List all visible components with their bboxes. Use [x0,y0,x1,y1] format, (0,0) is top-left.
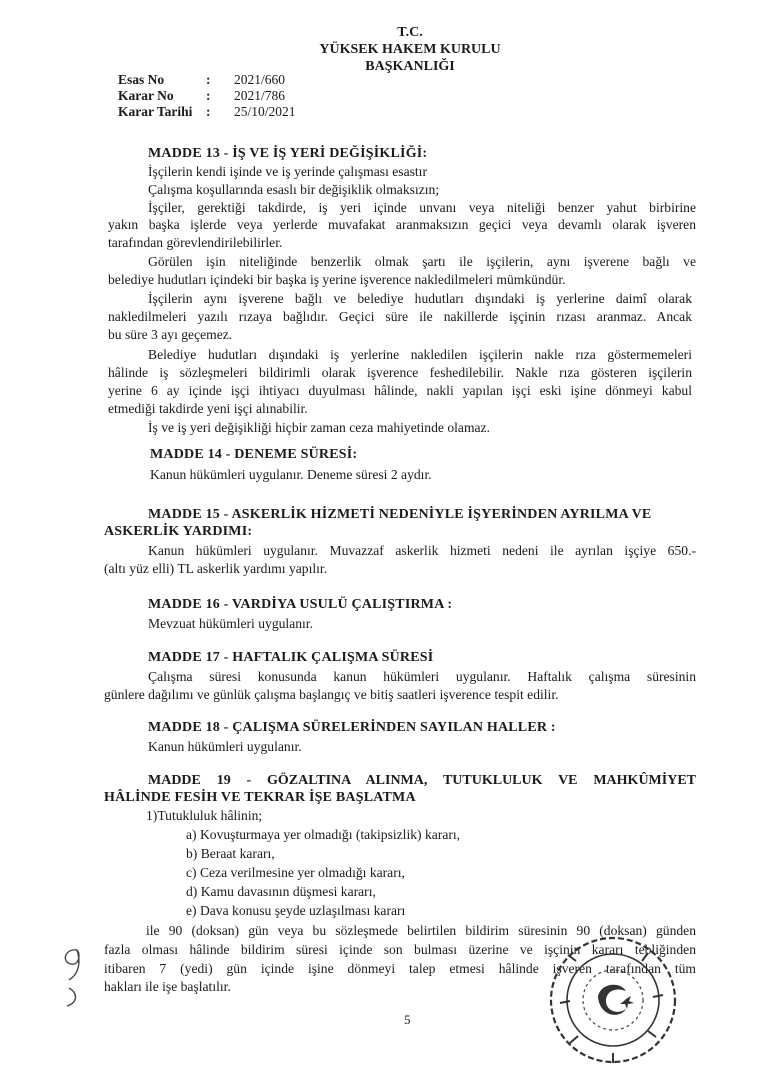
page-number: 5 [404,1012,411,1027]
article-13-line: İşçilerin kendi işinde ve iş yerinde çalışması esastır [148,164,427,179]
article-13-line: Çalışma koşullarında esaslı bir değişiklik olmaksızın; [148,182,440,197]
article-17-title: MADDE 17 - HAFTALIK ÇALIŞMA SÜRESİ [148,650,434,665]
article-13-line: nakledilmeleri yazılı rızaya bağlıdır. Geçici süre ile nakillerde işçinin rızası aranmaz. Ancak [108,309,692,324]
article-19-title-cont: HÂLİNDE FESİH VE TEKRAR İŞE BAŞLATMA [104,790,416,805]
header-presidency: BAŞKANLIĞI [365,59,455,74]
meta-value: 25/10/2021 [234,104,296,119]
case-metadata [118,72,296,120]
meta-separator: : [206,88,211,103]
article-15-line: (altı yüz elli) TL askerlik yardımı yapılır. [104,561,328,576]
article-19-line: 1)Tutukluluk hâlinin; [146,808,263,823]
article-13-line: yerine 6 ay içinde işçi ihtiyacı duyulması hâlinde, nakli yapılan işçi eski işine dönmeyi kabul [108,383,692,398]
meta-label: Karar Tarihi [118,104,193,119]
article-16-line: Mevzuat hükümleri uygulanır. [148,616,313,631]
handwritten-initial-icon [55,940,95,1010]
article-18-line: Kanun hükümleri uygulanır. [148,739,302,754]
meta-separator: : [206,104,211,119]
article-19-item-b: b) Beraat kararı, [186,846,275,861]
official-seal-icon [538,925,688,1075]
article-19-line: hakları ile işe başlatılır. [104,979,231,994]
article-13-line: hâlinde iş sözleşmeleri bildirimli olarak işverence feshedilebilir. Nakle rıza gösteren işçilerin [108,365,692,380]
article-13-line: Belediye hudutları dışındaki iş yerlerine nakledilen işçilerin nakle rıza göstermemeleri [148,347,692,362]
meta-separator: : [206,72,211,87]
karar-tarihi-row [118,104,296,120]
article-18-title: MADDE 18 - ÇALIŞMA SÜRELERİNDEN SAYILAN HALLER : [148,720,556,735]
article-13-line: tarafından görevlendirilebilirler. [108,235,283,250]
header-tc: T.C. [397,25,423,40]
header-institution: YÜKSEK HAKEM KURULU [319,42,501,57]
article-15-title: MADDE 15 - ASKERLİK HİZMETİ NEDENİYLE İŞYERİNDEN AYRILMA VE [148,507,652,522]
article-13-line: etmediği takdirde yeni işçi alınabilir. [108,401,308,416]
meta-value: 2021/786 [234,88,286,103]
article-19-line: ile 90 (doksan) gün veya bu sözleşmede belirtilen bildirim süresinin 90 (doksan) günden [146,923,696,938]
article-13-line: İşçiler, gerektiği takdirde, iş yeri içinde unvanı veya niteliği benzer yahut birbirine [148,200,696,215]
article-19-item-e: e) Dava konusu şeyde uzlaşılması kararı [186,903,406,918]
article-19-title: MADDE 19 - GÖZALTINA ALINMA, TUTUKLULUK VE MAHKÛMİYET [148,773,696,788]
meta-value: 2021/660 [234,72,286,87]
article-13-line: İşçilerin aynı işverene bağlı ve belediye hudutları dışındaki iş yerlerine daimî olarak [148,291,692,306]
article-17-line: günlere dağılımı ve günlük çalışma başlangıç ve bitiş saatleri işverence tespit edilir. [104,687,559,702]
article-13-line: belediye hudutları içindeki bir başka iş yerine işverence nakledilmeleri mümkündür. [108,272,566,287]
article-15-line: Kanun hükümleri uygulanır. Muvazzaf askerlik hizmeti nedeni ile ayrılan işçiye 650.- [148,543,696,558]
article-17-line: Çalışma süresi konusunda kanun hükümleri uygulanır. Haftalık çalışma süresinin [148,669,696,684]
article-19-item-c: c) Ceza verilmesine yer olmadığı kararı, [186,865,405,880]
article-16-title: MADDE 16 - VARDİYA USULÜ ÇALIŞTIRMA : [148,597,453,612]
article-13-line: bu süre 3 ayı geçemez. [108,327,233,342]
article-13-line: Görülen işin niteliğinde benzerlik olmak şartı ile işçilerin, aynı işverene bağlı ve [148,254,696,269]
article-13-title: MADDE 13 - İŞ VE İŞ YERİ DEĞİŞİKLİĞİ: [148,146,428,161]
article-13-line: İş ve iş yeri değişikliği hiçbir zaman ceza mahiyetinde olamaz. [148,420,490,435]
article-19-line: itibaren 7 (yedi) gün içinde işine dönmeyi talep etmesi hâlinde işveren tarafından tüm [104,961,696,976]
karar-no-row [118,88,296,104]
article-14-line: Kanun hükümleri uygulanır. Deneme süresi 2 aydır. [150,467,432,482]
article-19-line: fazla olması hâlinde bildirim süresi içinde son bulması üzerine ve işçinin kararı tebliğinden [104,942,696,957]
article-14-title: MADDE 14 - DENEME SÜRESİ: [150,447,358,462]
meta-label: Karar No [118,88,174,103]
meta-label: Esas No [118,72,165,87]
article-13-line: yakın başka işlerde veya yerlerde muvafakat aranmaksızın geçici veya devamlı olarak işveren [108,217,696,232]
article-15-title-cont: ASKERLİK YARDIMI: [104,524,253,539]
esas-no-row [118,72,296,88]
article-19-item-d: d) Kamu davasının düşmesi kararı, [186,884,376,899]
article-19-item-a: a) Kovuşturmaya yer olmadığı (takipsizlik) kararı, [186,827,461,842]
